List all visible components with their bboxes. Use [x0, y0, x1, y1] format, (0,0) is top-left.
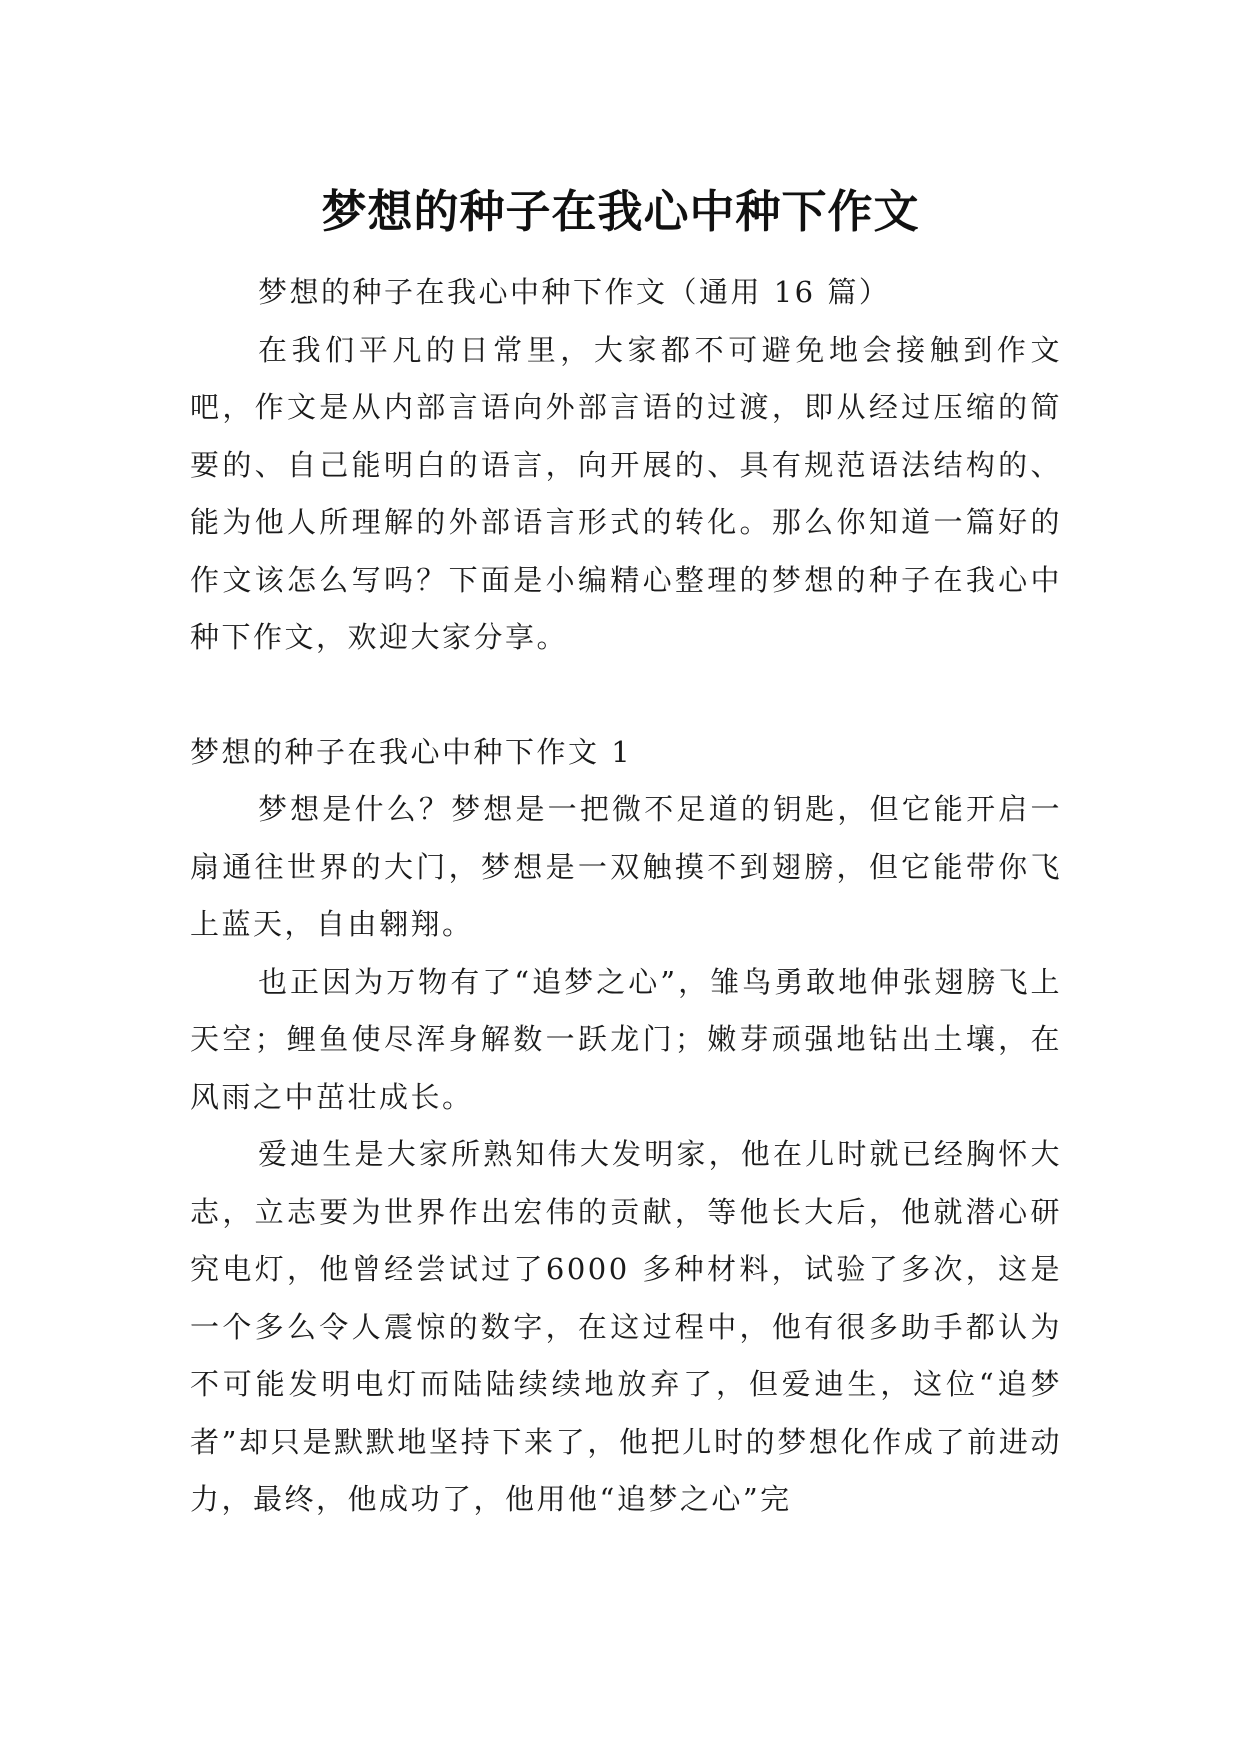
body-paragraph: 爱迪生是大家所熟知伟大发明家，他在儿时就已经胸怀大志，立志要为世界作出宏伟的贡献，等他长大后，他就潜心研究电灯，他曾经尝试过了6000 多种材料，试验了多次，这是一个多么令人震惊的数字，在这过程中，他有很多助手都认为不可能发明电灯而陆陆续续地放弃了，但爱迪生，这位“追梦者”却只是默默地坚持下来了，他把儿时的梦想化作成了前进动力，最终，他成功了，他用他“追梦之心”完 — [190, 1137, 1062, 1516]
body-paragraph: 也正因为万物有了“追梦之心”，雏鸟勇敢地伸张翅膀飞上天空；鲤鱼使尽浑身解数一跃龙门；嫩芽顽强地钻出土壤，在风雨之中茁壮成长。 — [190, 964, 1062, 1114]
document-body — [190, 264, 1062, 1529]
intro-paragraph: 在我们平凡的日常里，大家都不可避免地会接触到作文吧，作文是从内部言语向外部言语的过渡，即从经过压缩的简要的、自己能明白的语言，向开展的、具有规范语法结构的、能为他人所理解的外部语言形式的转化。那么你知道一篇好的作文该怎么写吗？下面是小编精心整理的梦想的种子在我心中种下作文，欢迎大家分享。 — [190, 332, 1062, 654]
document-subtitle: 梦想的种子在我心中种下作文（通用 16 篇） — [258, 275, 891, 309]
section-heading: 梦想的种子在我心中种下作文 1 — [190, 734, 633, 769]
document-title: 梦想的种子在我心中种下作文 — [321, 185, 920, 239]
body-paragraph: 梦想是什么？梦想是一把微不足道的钥匙，但它能开启一扇通往世界的大门，梦想是一双触摸不到翅膀，但它能带你飞上蓝天，自由翱翔。 — [190, 792, 1062, 941]
